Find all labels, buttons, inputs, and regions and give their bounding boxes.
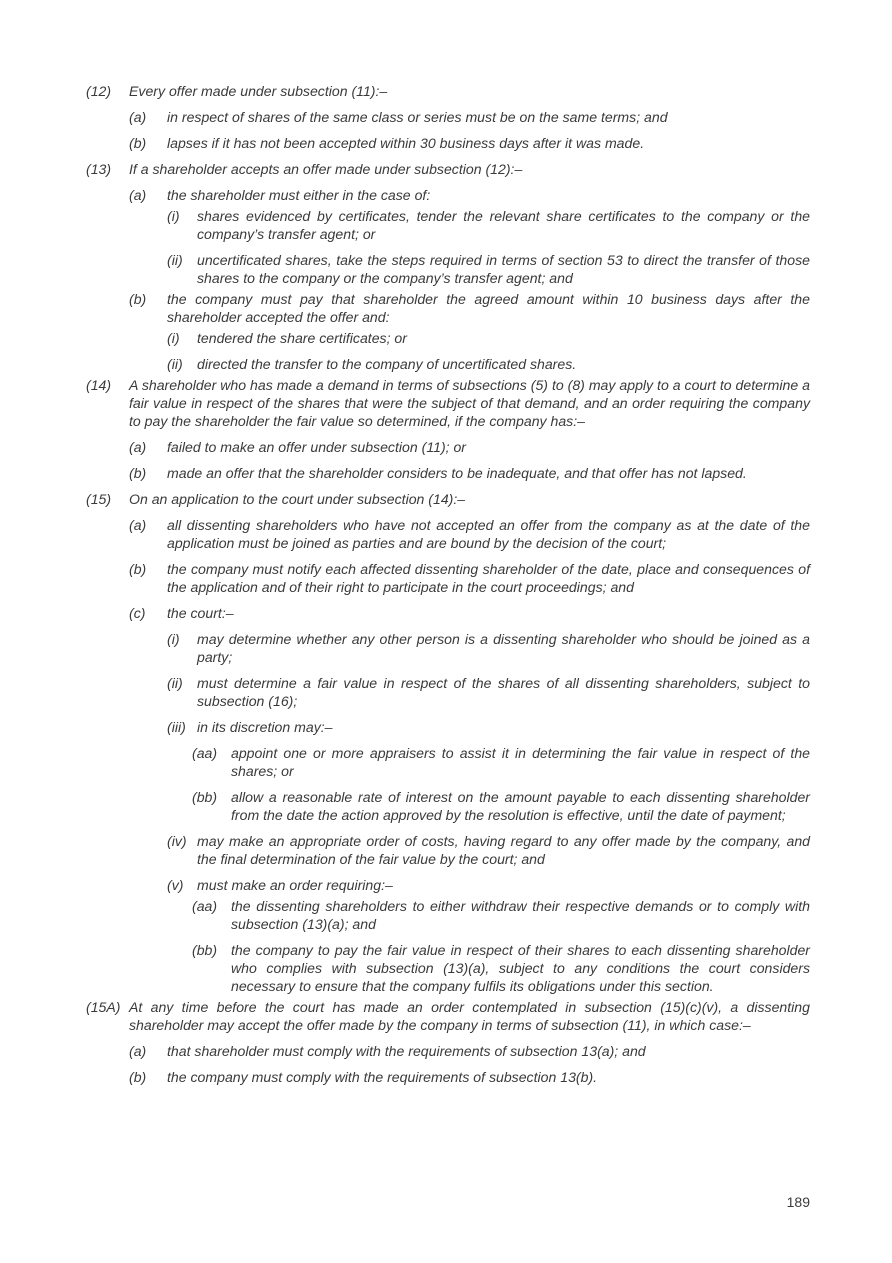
provision-number: (a): [129, 517, 147, 533]
provision-item: [86, 329, 810, 347]
provision-number: (b): [129, 291, 147, 307]
provision-text: the company must comply with the requirements of subsection 13(b).: [167, 1069, 598, 1085]
provision-text: in respect of shares of the same class or series must be on the same terms; and: [167, 109, 668, 125]
provision-number: (bb): [192, 942, 218, 958]
provision-item: [86, 674, 810, 710]
provision-item: [86, 788, 810, 824]
provision-number: (bb): [192, 789, 218, 805]
provision-text: the company must pay that shareholder the agreed amount within 10 business days after the shareholder accepted the offer and:: [167, 291, 810, 325]
provision-text: the company to pay the fair value in respect of their shares to each dissenting shareholder who complies with subsection (13)(a), subject to any conditions the court considers necessary to ensure that the company fulfils its obligations under this section.: [231, 942, 810, 994]
provision-text: in its discretion may:–: [197, 719, 333, 735]
provision-number: (15): [86, 491, 112, 507]
provision-item: [86, 376, 810, 430]
provision-number: (14): [86, 377, 112, 393]
provision-text: directed the transfer to the company of uncertificated shares.: [197, 356, 577, 372]
provision-text: may determine whether any other person is a dissenting shareholder who should be joined as a party;: [197, 631, 810, 665]
provision-number: (a): [129, 1043, 147, 1059]
provision-text: uncertificated shares, take the steps required in terms of section 53 to direct the transfer of those shares to the company or the company’s transfer agent; and: [197, 252, 810, 286]
provision-item: [86, 108, 810, 126]
provision-number: (i): [167, 330, 180, 346]
provision-number: (aa): [192, 898, 218, 914]
provision-number: (i): [167, 631, 180, 647]
provision-item: [86, 1068, 810, 1086]
provision-number: (iii): [167, 719, 186, 735]
provision-number: (a): [129, 187, 147, 203]
provision-text: may make an appropriate order of costs, having regard to any offer made by the company, and the final determination of the fair value by the court; and: [197, 833, 810, 867]
provision-item: [86, 744, 810, 780]
provision-number: (ii): [167, 675, 183, 691]
provision-number: (b): [129, 465, 147, 481]
provision-item: [86, 998, 810, 1034]
provision-number: (a): [129, 439, 147, 455]
provision-item: [86, 251, 810, 287]
provision-number: (iv): [167, 833, 187, 849]
provision-item: [86, 290, 810, 326]
provision-item: [86, 897, 810, 933]
provision-text: appoint one or more appraisers to assist it in determining the fair value in respect of the shares; or: [231, 745, 810, 779]
provision-item: [86, 832, 810, 868]
provision-number: (c): [129, 605, 146, 621]
provision-item: [86, 1042, 810, 1060]
provision-text: the dissenting shareholders to either withdraw their respective demands or to comply with subsection (13)(a); and: [231, 898, 810, 932]
provision-text: the shareholder must either in the case of:: [167, 187, 431, 203]
statute-text: [86, 82, 810, 1086]
provision-number: (15A): [86, 999, 121, 1015]
provision-item: [86, 718, 810, 736]
provision-number: (i): [167, 208, 180, 224]
provision-item: [86, 82, 810, 100]
provision-text: allow a reasonable rate of interest on the amount payable to each dissenting shareholder from the date the action approved by the resolution is effective, until the date of payment;: [231, 789, 810, 823]
provision-text: must make an order requiring:–: [197, 877, 393, 893]
provision-item: [86, 876, 810, 894]
provision-item: [86, 516, 810, 552]
provision-item: [86, 490, 810, 508]
provision-item: [86, 604, 810, 622]
provision-number: (ii): [167, 252, 183, 268]
provision-text: the court:–: [167, 605, 234, 621]
provision-text: failed to make an offer under subsection (11); or: [167, 439, 467, 455]
provision-text: all dissenting shareholders who have not accepted an offer from the company as at the date of the application must be joined as parties and are bound by the decision of the court;: [167, 517, 810, 551]
provision-text: At any time before the court has made an order contemplated in subsection (15)(c)(v), a dissenting shareholder may accept the offer made by the company in terms of subsection (11), in which case:–: [129, 999, 810, 1033]
provision-text: A shareholder who has made a demand in terms of subsections (5) to (8) may apply to a court to determine a fair value in respect of the shares that were the subject of that demand, and an order requiring the company to pay the shareholder the fair value so determined, if the company has:–: [129, 377, 810, 429]
provision-text: Every offer made under subsection (11):–: [129, 83, 388, 99]
provision-text: tendered the share certificates; or: [197, 330, 407, 346]
provision-number: (v): [167, 877, 184, 893]
page-number: 189: [786, 1194, 810, 1210]
provision-number: (ii): [167, 356, 183, 372]
provision-number: (b): [129, 561, 147, 577]
provision-item: [86, 207, 810, 243]
provision-text: lapses if it has not been accepted within 30 business days after it was made.: [167, 135, 645, 151]
provision-item: [86, 134, 810, 152]
provision-item: [86, 186, 810, 204]
provision-text: shares evidenced by certificates, tender the relevant share certificates to the company or the company’s transfer agent; or: [197, 208, 810, 242]
provision-text: must determine a fair value in respect of the shares of all dissenting shareholders, subject to subsection (16);: [197, 675, 810, 709]
provision-number: (13): [86, 161, 112, 177]
provision-number: (12): [86, 83, 112, 99]
provision-text: the company must notify each affected dissenting shareholder of the date, place and consequences of the application and of their right to participate in the court proceedings; and: [167, 561, 810, 595]
provision-item: [86, 464, 810, 482]
provision-item: [86, 630, 810, 666]
provision-item: [86, 941, 810, 995]
provision-item: [86, 355, 810, 373]
provision-item: [86, 560, 810, 596]
provision-number: (a): [129, 109, 147, 125]
provision-text: On an application to the court under subsection (14):–: [129, 491, 466, 507]
provision-text: that shareholder must comply with the requirements of subsection 13(a); and: [167, 1043, 646, 1059]
provision-number: (b): [129, 135, 147, 151]
provision-number: (b): [129, 1069, 147, 1085]
provision-text: If a shareholder accepts an offer made under subsection (12):–: [129, 161, 523, 177]
provision-number: (aa): [192, 745, 218, 761]
provision-text: made an offer that the shareholder considers to be inadequate, and that offer has not lapsed.: [167, 465, 747, 481]
provision-item: [86, 438, 810, 456]
provision-item: [86, 160, 810, 178]
